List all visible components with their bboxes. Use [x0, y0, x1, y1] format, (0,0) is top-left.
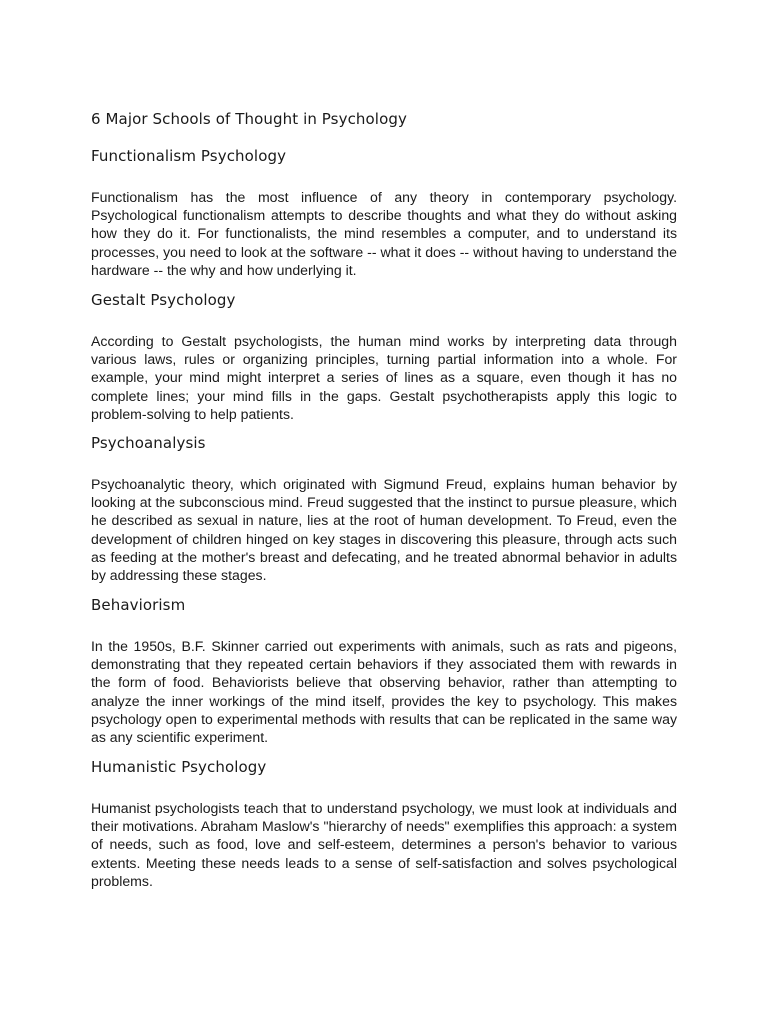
document-title: 6 Major Schools of Thought in Psychology [91, 110, 407, 128]
section-body: In the 1950s, B.F. Skinner carried out experiments with animals, such as rats and pigeons, demonstrating that they repeated certain behaviors if they associated them with rewards in the form of food. Behaviorists believe that observing behavior, rather than attempting to analyze the inner workings of the mind itself, provides the key to psychology. This makes psychology open to experimental methods with results that can be replicated in the same way as any scientific experiment. [91, 638, 677, 746]
section-behaviorism [91, 595, 677, 746]
section-body: Humanist psychologists teach that to understand psychology, we must look at individuals and their motivations. Abraham Maslow's "hierarchy of needs" exemplifies this approach: a system of needs, such as food, love and self-esteem, determines a person's behavior to various extents. Meeting these needs leads to a sense of self-satisfaction and solves psychological problems. [91, 800, 677, 889]
section-heading: Gestalt Psychology [91, 291, 236, 309]
section-heading: Functionalism Psychology [91, 147, 287, 165]
section-humanistic [91, 757, 677, 890]
section-heading: Behaviorism [91, 596, 186, 614]
section-psychoanalysis [91, 433, 677, 584]
section-body: Psychoanalytic theory, which originated with Sigmund Freud, explains human behavior by looking at the subconscious mind. Freud suggested that the instinct to pursue pleasure, which he described as sexual in nature, lies at the root of human development. To Freud, even the development of children hinged on key stages in discovering this pleasure, through acts such as feeding at the mother's breast and defecating, and he treated abnormal behavior in adults by addressing these stages. [91, 476, 677, 584]
section-gestalt [91, 290, 677, 423]
section-heading: Humanistic Psychology [91, 758, 267, 776]
section-heading: Psychoanalysis [91, 434, 206, 452]
section-functionalism [91, 146, 677, 279]
section-body: Functionalism has the most influence of any theory in contemporary psychology. Psychological functionalism attempts to describe thoughts and what they do without asking how they do it. For functionalists, the mind resembles a computer, and to understand its processes, you need to look at the software -- what it does -- without having to understand the hardware -- the why and how underlying it. [91, 189, 677, 278]
section-body: According to Gestalt psychologists, the human mind works by interpreting data through various laws, rules or organizing principles, turning partial information into a whole. For example, your mind might interpret a series of lines as a square, even though it has no complete lines; your mind fills in the gaps. Gestalt psychotherapists apply this logic to problem-solving to help patients. [91, 333, 677, 422]
